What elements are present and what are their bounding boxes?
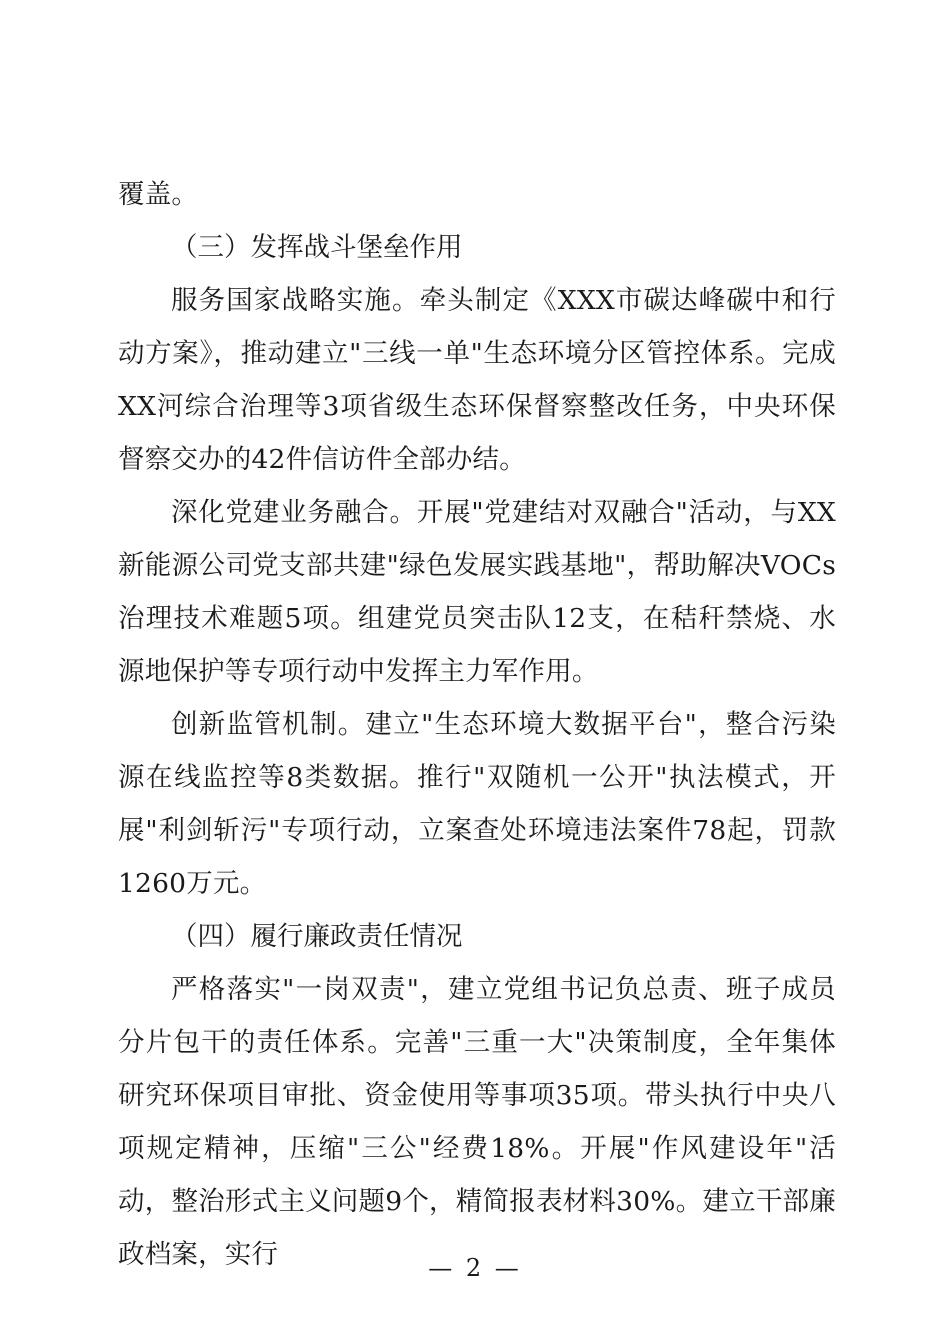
page-number: — 2 —	[428, 1254, 522, 1282]
paragraph-coverage-continuation: 覆盖。	[118, 179, 199, 210]
document-body	[118, 168, 836, 1281]
paragraph-national-strategy: 服务国家战略实施。牵头制定《XXX市碳达峰碳中和行动方案》，推动建立"三线一单"生态环境分区管控体系。完成XX河综合治理等3项省级生态环保督察整改任务，中央环保督察交办的42件信访件全部办结。	[118, 285, 836, 475]
heading-section-three: （三）发挥战斗堡垒作用	[171, 232, 463, 263]
heading-section-four: （四）履行廉政责任情况	[171, 921, 463, 952]
paragraph-supervision-innovation: 创新监管机制。建立"生态环境大数据平台"，整合污染源在线监控等8类数据。推行"双随机一公开"执法模式，开展"利剑斩污"专项行动，立案查处环境违法案件78起，罚款1260万元。	[118, 709, 836, 899]
paragraph-party-business-integration: 深化党建业务融合。开展"党建结对双融合"活动，与XX新能源公司党支部共建"绿色发展实践基地"，帮助解决VOCs治理技术难题5项。组建党员突击队12支，在秸秆禁烧、水源地保护等专项行动中发挥主力军作用。	[118, 497, 836, 687]
paragraph-integrity-responsibility: 严格落实"一岗双责"，建立党组书记负总责、班子成员分片包干的责任体系。完善"三重一大"决策制度，全年集体研究环保项目审批、资金使用等事项35项。带头执行中央八项规定精神，压缩"三公"经费18%。开展"作风建设年"活动，整治形式主义问题9个，精简报表材料30%。建立干部廉政档案，实行	[118, 974, 836, 1270]
